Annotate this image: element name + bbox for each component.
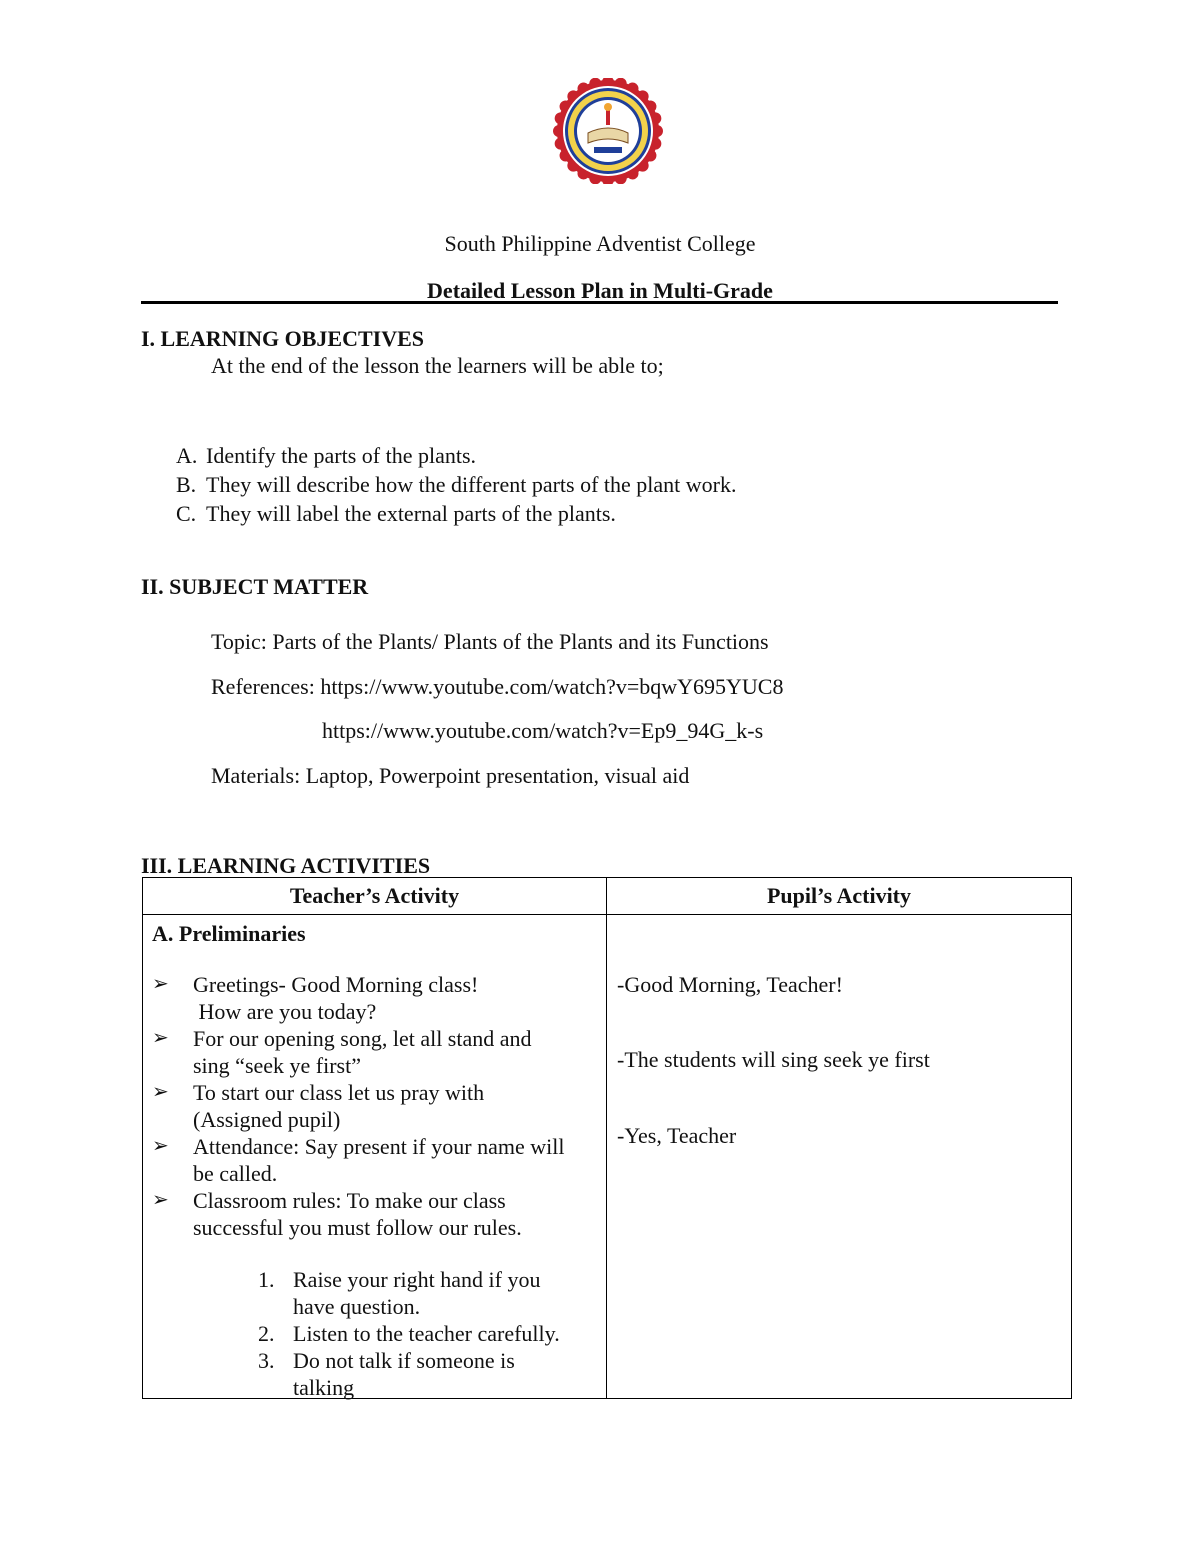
rule-text: talking (293, 1375, 355, 1400)
rule-text: Do not talk if someone is (293, 1348, 515, 1373)
objectives-intro: At the end of the lesson the learners will be able to; (211, 353, 664, 378)
objective-text: Identify the parts of the plants. (206, 443, 477, 468)
teacher-line: Greetings- Good Morning class! (193, 972, 479, 997)
rule-number: 3. (258, 1348, 275, 1373)
objective-item (176, 442, 476, 469)
pupil-line: -Yes, Teacher (617, 1123, 737, 1148)
teacher-column-header: Teacher’s Activity (143, 878, 607, 915)
teacher-line: Classroom rules: To make our class (193, 1188, 506, 1213)
college-seal-logo (547, 78, 669, 184)
teacher-activity-cell (143, 915, 607, 1399)
subject-heading: II. SUBJECT MATTER (141, 574, 369, 599)
objectives-heading: I. LEARNING OBJECTIVES (141, 326, 425, 351)
teacher-line: How are you today? (193, 999, 377, 1024)
pupil-line: -The students will sing seek ye first (617, 1047, 930, 1072)
pupil-line: -Good Morning, Teacher! (617, 972, 843, 997)
bullet-arrow-icon: ➢ (152, 1135, 169, 1157)
college-name: South Philippine Adventist College (444, 231, 756, 256)
materials-line: Materials: Laptop, Powerpoint presentation, visual aid (211, 763, 690, 788)
teacher-line: Attendance: Say present if your name will (193, 1134, 565, 1159)
pupil-column-header: Pupil’s Activity (607, 878, 1072, 915)
teacher-line: successful you must follow our rules. (193, 1215, 522, 1240)
activities-table (142, 877, 1072, 1399)
bullet-arrow-icon: ➢ (152, 973, 169, 995)
objective-item (176, 500, 616, 527)
topic-line: Topic: Parts of the Plants/ Plants of the Plants and its Functions (211, 629, 769, 654)
objective-text: They will describe how the different parts of the plant work. (206, 472, 737, 497)
teacher-line: be called. (193, 1161, 278, 1186)
teacher-line: (Assigned pupil) (193, 1107, 341, 1132)
references-line: References: https://www.youtube.com/watch?v=bqwY695YUC8 (211, 674, 784, 699)
objective-item (176, 471, 737, 498)
rule-text: Listen to the teacher carefully. (293, 1321, 560, 1346)
rule-number: 1. (258, 1267, 275, 1292)
objective-text: They will label the external parts of the plants. (206, 501, 616, 526)
teacher-line: For our opening song, let all stand and (193, 1026, 532, 1051)
rule-number: 2. (258, 1321, 275, 1346)
table-header-row (143, 878, 1072, 915)
teacher-line: To start our class let us pray with (193, 1080, 485, 1105)
plan-title: Detailed Lesson Plan in Multi-Grade (427, 278, 773, 303)
objective-letter: C. (176, 501, 197, 526)
title-underline (141, 301, 1058, 304)
references-link-2: https://www.youtube.com/watch?v=Ep9_94G_k-s (322, 718, 764, 743)
objective-letter: B. (176, 472, 197, 497)
teacher-line: sing “seek ye first” (193, 1053, 361, 1078)
objective-letter: A. (176, 443, 198, 468)
table-row (143, 915, 1072, 1399)
rule-text: have question. (293, 1294, 421, 1319)
activities-heading: III. LEARNING ACTIVITIES (141, 853, 431, 878)
pupil-activity-cell (607, 915, 1072, 1399)
rule-text: Raise your right hand if you (293, 1267, 541, 1292)
bullet-arrow-icon: ➢ (152, 1027, 169, 1049)
bullet-arrow-icon: ➢ (152, 1081, 169, 1103)
bullet-arrow-icon: ➢ (152, 1189, 169, 1211)
section-a-title: A. Preliminaries (152, 921, 306, 946)
